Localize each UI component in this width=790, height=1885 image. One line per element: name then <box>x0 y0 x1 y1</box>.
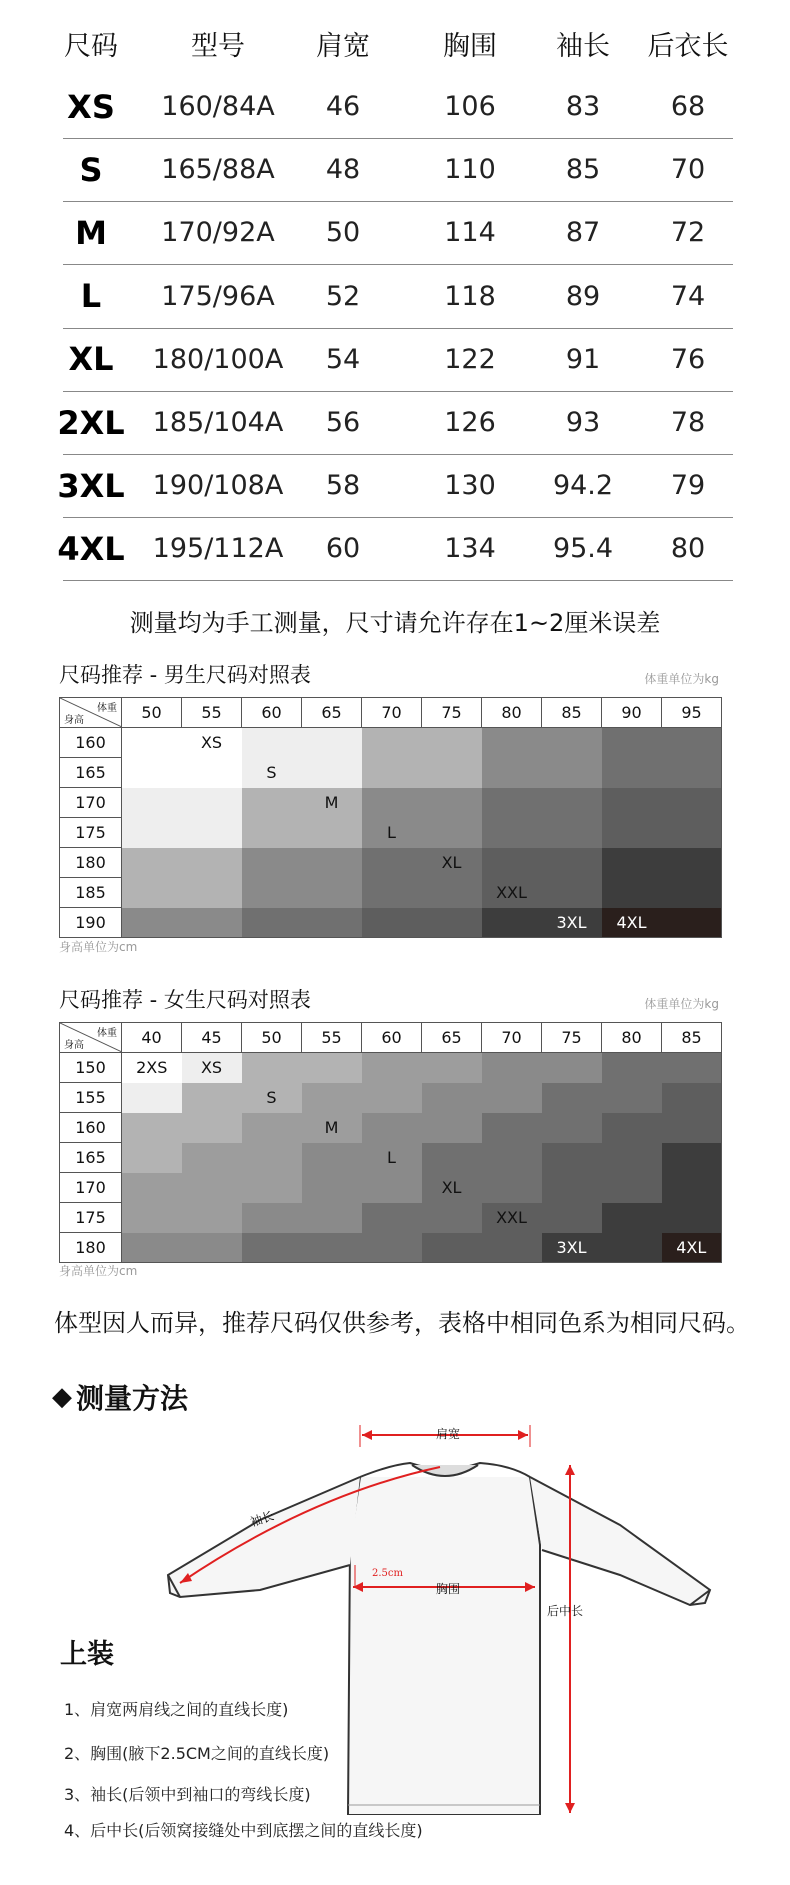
size-label: 4XL <box>676 1237 707 1257</box>
chart-cell <box>242 848 302 878</box>
height-header: 180 <box>60 1233 122 1263</box>
chart-cell <box>482 758 542 788</box>
chart-cell <box>182 1053 242 1083</box>
chart-cell <box>422 728 482 758</box>
chart-cell <box>242 1173 302 1203</box>
value-cell: 72 <box>670 217 706 249</box>
weight-header: 90 <box>602 698 662 728</box>
chart-cell <box>482 1143 542 1173</box>
chart-cell <box>422 1053 482 1083</box>
size-cell: 4XL <box>57 529 125 568</box>
chart-cell <box>302 1113 362 1143</box>
value-cell: 170/92A <box>161 217 275 249</box>
chart-cell <box>542 1053 602 1083</box>
chart-cell <box>122 848 182 878</box>
value-cell: 195/112A <box>152 533 284 565</box>
chart-cell <box>362 788 422 818</box>
chart-cell <box>302 908 362 938</box>
chart-cell <box>662 1203 722 1233</box>
chart-cell <box>302 1083 362 1113</box>
chart-cell <box>122 1053 182 1083</box>
chart-cell <box>482 908 542 938</box>
value-cell: 91 <box>565 343 601 375</box>
value-cell: 83 <box>565 91 601 122</box>
chart-cell <box>602 1173 662 1203</box>
chart-cell <box>542 908 602 938</box>
chart-cell <box>302 758 362 788</box>
weight-header: 50 <box>122 698 182 728</box>
chart-cell <box>362 1233 422 1263</box>
chart-cell <box>662 818 722 848</box>
chart-cell <box>662 788 722 818</box>
chart-cell <box>482 1203 542 1233</box>
chart-cell <box>362 1143 422 1173</box>
chart-cell <box>422 1233 482 1263</box>
chart-cell <box>602 1113 662 1143</box>
height-header: 155 <box>60 1083 122 1113</box>
size-table-row <box>63 138 733 201</box>
column-header: 肩宽 <box>316 31 370 62</box>
size-label: XL <box>441 853 462 872</box>
chart-cell <box>422 758 482 788</box>
chart-cell <box>422 1173 482 1203</box>
chart-cell <box>602 818 662 848</box>
column-header: 袖长 <box>556 31 610 62</box>
chart-cell <box>662 878 722 908</box>
chart-cell <box>302 818 362 848</box>
chart-cell <box>482 728 542 758</box>
height-header: 185 <box>60 878 122 908</box>
size-label: 3XL <box>556 1237 587 1257</box>
method-item: 2、胸围(腋下2.5CM之间的直线长度) <box>64 1744 330 1763</box>
chart-cell <box>362 818 422 848</box>
chart-cell <box>182 1083 242 1113</box>
height-header: 165 <box>60 1143 122 1173</box>
value-cell: 52 <box>325 280 361 312</box>
height-header: 175 <box>60 818 122 848</box>
chart-cell <box>302 788 362 818</box>
chart-cell <box>122 1233 182 1263</box>
chart-cell <box>182 728 242 758</box>
chart-cell <box>122 878 182 908</box>
chart-cell <box>602 1143 662 1173</box>
chart-cell <box>362 728 422 758</box>
chart-cell <box>422 818 482 848</box>
chart-cell <box>182 818 242 848</box>
value-cell: 87 <box>565 217 601 249</box>
chart-cell <box>542 728 602 758</box>
value-cell: 118 <box>444 280 496 312</box>
value-cell: 130 <box>444 470 496 502</box>
chart-cell <box>122 758 182 788</box>
chart-cell <box>122 818 182 848</box>
chart-cell <box>242 758 302 788</box>
size-cell: L <box>80 277 102 316</box>
chart-cell <box>302 848 362 878</box>
value-cell: 46 <box>325 91 361 122</box>
chart-cell <box>182 758 242 788</box>
size-table-header <box>63 12 733 75</box>
column-header: 胸围 <box>443 31 497 62</box>
weight-header: 50 <box>242 1023 302 1053</box>
size-table-row <box>57 517 733 580</box>
value-cell: 95.4 <box>552 533 614 565</box>
size-label: XL <box>441 1178 462 1197</box>
chart-cell <box>362 1203 422 1233</box>
chart-cell <box>122 908 182 938</box>
height-header: 170 <box>60 1173 122 1203</box>
chart-cell <box>602 878 662 908</box>
chart-cell <box>182 1173 242 1203</box>
chart-cell <box>662 1143 722 1173</box>
chart-cell <box>422 788 482 818</box>
chart-cell <box>122 1113 182 1143</box>
value-cell: 106 <box>444 91 496 122</box>
chart-cell <box>602 1233 662 1263</box>
chart-cell <box>602 758 662 788</box>
chart-cell <box>542 1083 602 1113</box>
corner-weight-label: 体重 <box>97 1028 117 1039</box>
size-label: XS <box>200 733 223 753</box>
male-chart-title: 尺码推荐 - 男生尺码对照表 <box>59 663 311 687</box>
chart-cell <box>662 848 722 878</box>
method-item: 3、袖长(后领中到袖口的弯线长度) <box>64 1785 311 1804</box>
chart-cell <box>662 1053 722 1083</box>
chart-cell <box>662 1173 722 1203</box>
chart-cell <box>242 788 302 818</box>
height-header: 150 <box>60 1053 122 1083</box>
chart-cell <box>602 848 662 878</box>
diagram-shoulder-label: 肩宽 <box>436 1427 461 1441</box>
section-label: 上装 <box>60 1639 114 1670</box>
method-heading <box>52 1377 188 1417</box>
chart-cell <box>362 1173 422 1203</box>
size-label: S <box>266 1088 277 1107</box>
size-label: 4XL <box>616 912 647 932</box>
weight-header: 55 <box>182 698 242 728</box>
size-table-row <box>63 201 733 264</box>
weight-header: 85 <box>662 1023 722 1053</box>
female-chart-title: 尺码推荐 - 女生尺码对照表 <box>59 988 311 1012</box>
chart-cell <box>122 1143 182 1173</box>
chart-cell <box>542 758 602 788</box>
value-cell: 94.2 <box>552 470 614 502</box>
size-table-row <box>63 328 733 391</box>
value-cell: 78 <box>670 407 706 438</box>
chart-cell <box>662 728 722 758</box>
chart-cell <box>542 1203 602 1233</box>
measure-note: 测量均为手工测量，尺寸请允许存在1~2厘米误差 <box>129 609 661 637</box>
chart-cell <box>242 1143 302 1173</box>
chart-cell <box>422 1203 482 1233</box>
weight-header: 80 <box>482 698 542 728</box>
value-cell: 122 <box>444 343 496 375</box>
size-label: XXL <box>496 1208 527 1227</box>
size-label: S <box>266 763 277 782</box>
value-cell: 190/108A <box>152 470 284 502</box>
chart-cell <box>482 1233 542 1263</box>
diagram-chest-label: 胸围 <box>436 1582 461 1596</box>
size-cell: 2XL <box>57 403 125 442</box>
value-cell: 175/96A <box>161 280 275 312</box>
chart-cell <box>542 788 602 818</box>
chart-cell <box>482 818 542 848</box>
size-label: XXL <box>496 883 527 902</box>
method-item: 1、肩宽两肩线之间的直线长度) <box>64 1700 289 1719</box>
value-cell: 60 <box>325 533 361 565</box>
chart-cell <box>182 878 242 908</box>
chart-cell <box>122 728 182 758</box>
chart-cell <box>542 1113 602 1143</box>
value-cell: 76 <box>670 343 706 375</box>
body-note: 体型因人而异，推荐尺码仅供参考，表格中相同色系为相同尺码。 <box>54 1309 750 1337</box>
chart-cell <box>242 908 302 938</box>
chart-cell <box>662 758 722 788</box>
chart-cell <box>362 848 422 878</box>
weight-header: 70 <box>362 698 422 728</box>
chart-cell <box>242 1053 302 1083</box>
chart-cell <box>482 1083 542 1113</box>
size-table-row <box>63 265 733 328</box>
chart-cell <box>302 728 362 758</box>
corner-height-label: 身高 <box>64 715 84 726</box>
value-cell: 160/84A <box>161 91 275 122</box>
height-header: 170 <box>60 788 122 818</box>
weight-header: 45 <box>182 1023 242 1053</box>
chart-cell <box>362 1083 422 1113</box>
method-title: 测量方法 <box>76 1382 189 1415</box>
weight-header: 65 <box>302 698 362 728</box>
chart-cell <box>182 848 242 878</box>
chart-cell <box>482 1113 542 1143</box>
chart-cell <box>362 1113 422 1143</box>
column-header: 后衣长 <box>647 31 729 62</box>
chart-cell <box>602 728 662 758</box>
chart-cell <box>542 818 602 848</box>
chart-cell <box>422 908 482 938</box>
male-height-unit: 身高单位为cm <box>59 940 138 954</box>
value-cell: 58 <box>325 470 361 502</box>
value-cell: 185/104A <box>152 407 284 438</box>
chart-cell <box>182 1113 242 1143</box>
size-label: 2XS <box>136 1058 168 1078</box>
height-header: 175 <box>60 1203 122 1233</box>
chart-cell <box>602 908 662 938</box>
size-label: XS <box>200 1058 223 1078</box>
value-cell: 70 <box>670 154 706 186</box>
weight-header: 75 <box>542 1023 602 1053</box>
chart-cell <box>302 878 362 908</box>
chart-cell <box>662 1083 722 1113</box>
chart-cell <box>182 1143 242 1173</box>
height-header: 165 <box>60 758 122 788</box>
value-cell: 114 <box>444 217 496 249</box>
male-weight-unit: 体重单位为kg <box>644 672 719 686</box>
chart-cell <box>602 1053 662 1083</box>
chart-cell <box>662 1113 722 1143</box>
chart-cell <box>122 1173 182 1203</box>
height-header: 160 <box>60 1113 122 1143</box>
chart-cell <box>362 1053 422 1083</box>
size-label: M <box>324 1118 339 1137</box>
height-header: 180 <box>60 848 122 878</box>
diagram-offset-label: 2.5cm <box>372 1568 403 1579</box>
value-cell: 89 <box>565 280 601 312</box>
weight-header: 65 <box>422 1023 482 1053</box>
diamond-icon: ◆ <box>52 1382 72 1412</box>
chart-cell <box>542 848 602 878</box>
chart-cell <box>302 1143 362 1173</box>
weight-header: 55 <box>302 1023 362 1053</box>
chart-cell <box>302 1053 362 1083</box>
corner-height-label: 身高 <box>64 1040 84 1051</box>
value-cell: 93 <box>565 407 601 438</box>
value-cell: 134 <box>444 533 496 565</box>
weight-header: 75 <box>422 698 482 728</box>
value-cell: 110 <box>444 154 496 186</box>
diagram-back-length-label: 后中长 <box>547 1604 584 1618</box>
chart-cell <box>662 1233 722 1263</box>
weight-header: 60 <box>242 698 302 728</box>
size-label: L <box>387 823 396 842</box>
weight-header: 80 <box>602 1023 662 1053</box>
column-header: 尺码 <box>64 31 118 62</box>
chart-cell <box>302 1233 362 1263</box>
chart-cell <box>122 788 182 818</box>
weight-header: 40 <box>122 1023 182 1053</box>
row-divider <box>63 580 733 581</box>
chart-cell <box>602 1083 662 1113</box>
weight-header: 85 <box>542 698 602 728</box>
chart-cell <box>422 1083 482 1113</box>
chart-cell <box>122 1203 182 1233</box>
chart-cell <box>482 1173 542 1203</box>
chart-cell <box>542 878 602 908</box>
chart-cell <box>482 1053 542 1083</box>
value-cell: 50 <box>325 217 361 249</box>
value-cell: 56 <box>325 407 361 438</box>
chart-cell <box>242 1113 302 1143</box>
chart-cell <box>182 908 242 938</box>
chart-cell <box>362 878 422 908</box>
chart-cell <box>362 758 422 788</box>
chart-cell <box>542 1143 602 1173</box>
chart-cell <box>182 788 242 818</box>
weight-header: 95 <box>662 698 722 728</box>
size-label: L <box>387 1148 396 1167</box>
size-cell: XL <box>68 340 114 379</box>
corner-weight-label: 体重 <box>97 703 117 714</box>
chart-cell <box>422 848 482 878</box>
column-header: 型号 <box>191 31 245 62</box>
chart-cell <box>662 908 722 938</box>
chart-cell <box>482 848 542 878</box>
weight-header: 70 <box>482 1023 542 1053</box>
chart-cell <box>242 818 302 848</box>
value-cell: 165/88A <box>161 154 275 186</box>
value-cell: 74 <box>670 280 706 312</box>
value-cell: 54 <box>325 343 361 375</box>
height-header: 190 <box>60 908 122 938</box>
chart-corner <box>60 1023 122 1053</box>
value-cell: 79 <box>670 470 706 502</box>
value-cell: 68 <box>670 91 706 122</box>
size-table-row <box>57 391 733 454</box>
chart-cell <box>482 788 542 818</box>
weight-header: 60 <box>362 1023 422 1053</box>
chart-cell <box>362 908 422 938</box>
chart-cell <box>602 788 662 818</box>
value-cell: 85 <box>565 154 601 186</box>
chart-cell <box>242 728 302 758</box>
female-height-unit: 身高单位为cm <box>59 1264 138 1278</box>
method-item: 4、后中长(后领窝接缝处中到底摆之间的直线长度) <box>64 1821 423 1840</box>
chart-corner <box>60 698 122 728</box>
chart-cell <box>242 878 302 908</box>
chart-cell <box>182 1233 242 1263</box>
value-cell: 126 <box>444 407 496 438</box>
chart-cell <box>242 1083 302 1113</box>
chart-cell <box>482 878 542 908</box>
chart-cell <box>542 1233 602 1263</box>
chart-cell <box>602 1203 662 1233</box>
chart-cell <box>422 1113 482 1143</box>
size-label: M <box>324 793 339 812</box>
chart-cell <box>182 1203 242 1233</box>
chart-cell <box>302 1203 362 1233</box>
chart-cell <box>542 1173 602 1203</box>
value-cell: 48 <box>325 154 361 186</box>
chart-cell <box>422 1143 482 1173</box>
value-cell: 180/100A <box>152 343 284 375</box>
size-cell: M <box>75 213 107 252</box>
diagram-sleeve-label: 袖长 <box>248 1508 276 1530</box>
chart-cell <box>242 1203 302 1233</box>
size-cell: S <box>79 150 103 189</box>
size-label: 3XL <box>556 912 587 932</box>
chart-cell <box>122 1083 182 1113</box>
chart-cell <box>242 1233 302 1263</box>
female-weight-unit: 体重单位为kg <box>644 997 719 1011</box>
height-header: 160 <box>60 728 122 758</box>
chart-cell <box>302 1173 362 1203</box>
chart-cell <box>422 878 482 908</box>
size-cell: XS <box>67 87 115 126</box>
size-table-row <box>57 454 733 517</box>
size-table-row <box>63 75 733 138</box>
size-cell: 3XL <box>57 466 125 505</box>
value-cell: 80 <box>670 533 706 565</box>
